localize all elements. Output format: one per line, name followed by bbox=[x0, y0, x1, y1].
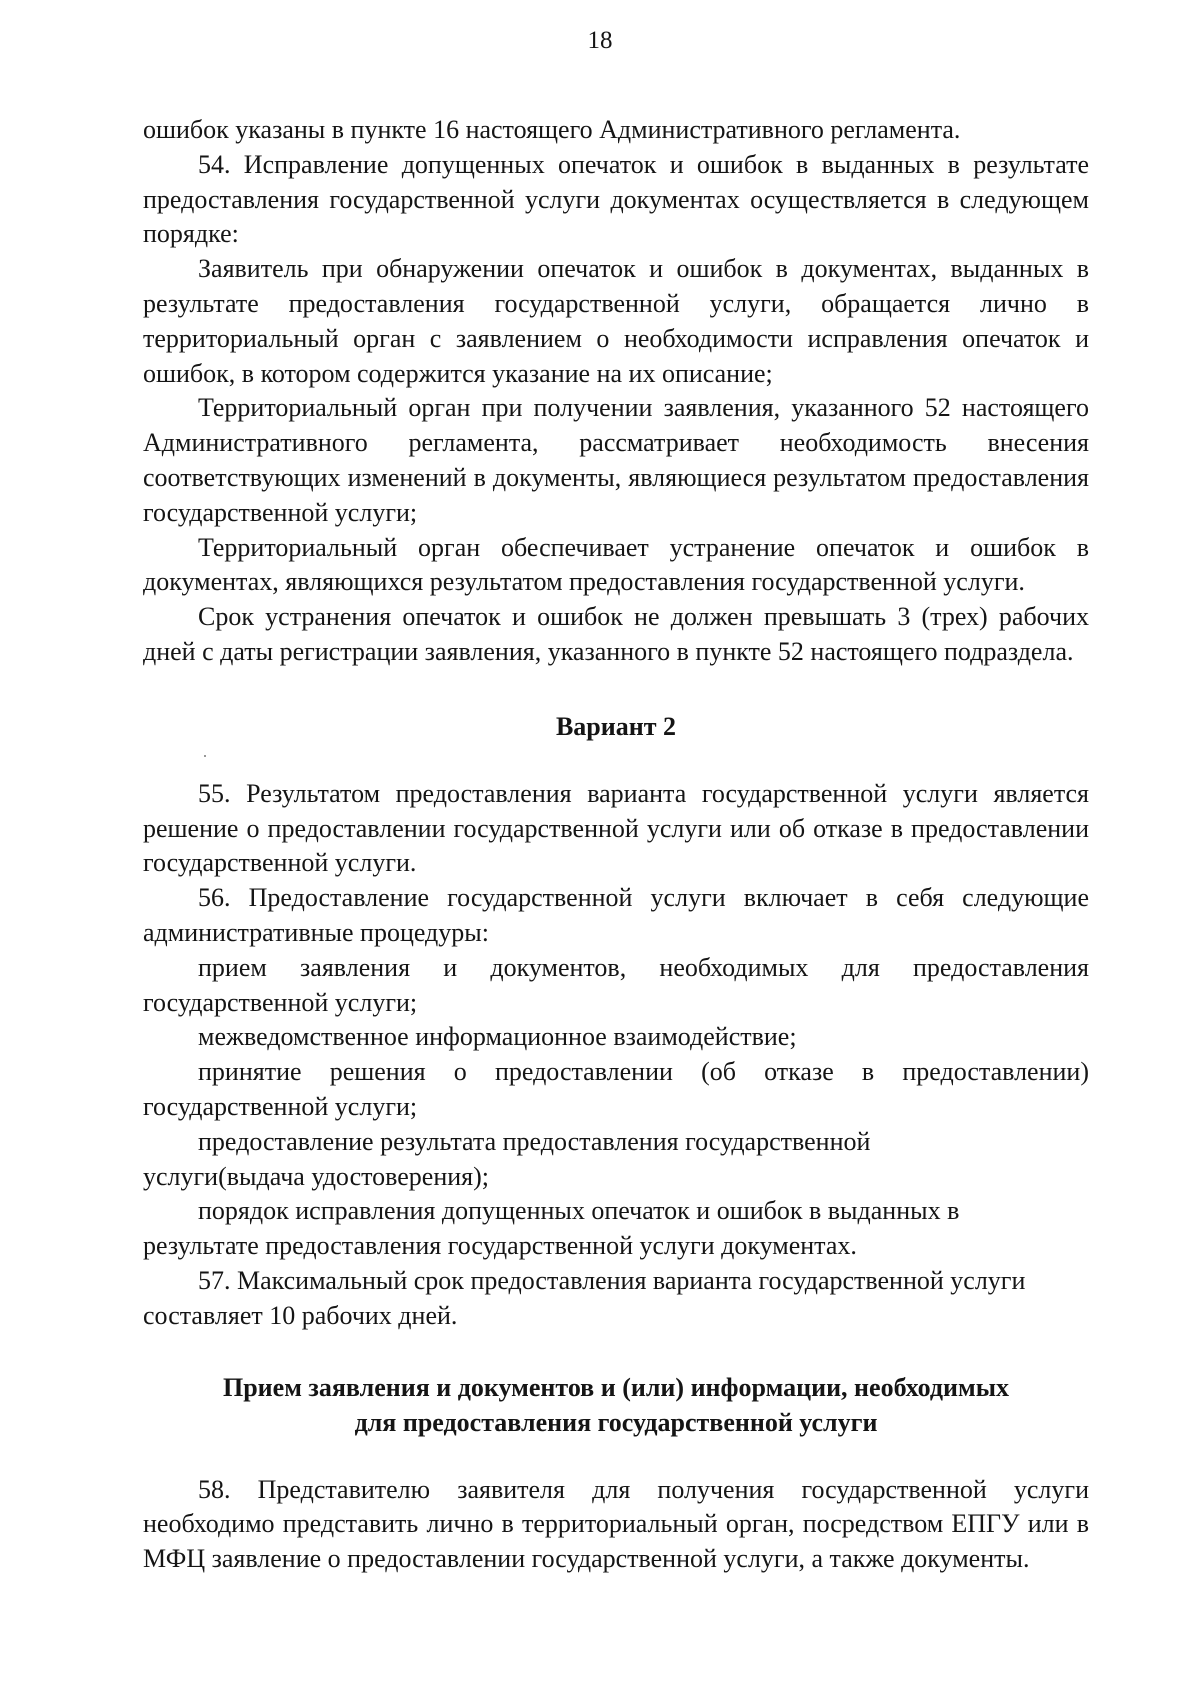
page-number: 18 bbox=[587, 27, 613, 54]
variant-heading: Вариант 2 bbox=[555, 711, 677, 741]
paragraph-56-item-5: порядок исправления допущенных опечаток и ошибок в выданных в результате предоставления государственной услуги документах. bbox=[143, 1196, 960, 1261]
section-heading-line-2: для предоставления государственной услуги bbox=[354, 1407, 878, 1437]
paragraph-54-step-3: Территориальный орган обеспечивает устранение опечаток и ошибок в документах, являющихся результатом предоставления государственной услуги. bbox=[143, 532, 1089, 597]
section-heading-block bbox=[143, 1370, 1089, 1440]
document-body bbox=[143, 113, 1089, 1577]
paragraph-intro: ошибок указаны в пункте 16 настоящего Административного регламента. bbox=[143, 115, 961, 144]
paragraph-54-step-1: Заявитель при обнаружении опечаток и ошибок в документах, выданных в результате предоставления государственной услуги, обращается лично в территориальный орган с заявлением о необходимости исправления опечаток и ошибок, в котором содержится указание на их описание; bbox=[143, 254, 1089, 388]
paragraph-56-item-2: межведомственное информационное взаимодействие; bbox=[198, 1022, 797, 1052]
paragraph-56-item-4-line-1: предоставление результата предоставления государственной bbox=[198, 1126, 871, 1156]
section-heading-line-1: Прием заявления и документов и (или) информации, необходимых bbox=[222, 1372, 1009, 1402]
paragraph-56-item-3: принятие решения о предоставлении (об отказе в предоставлении) государственной услуги; bbox=[143, 1057, 1089, 1121]
paragraph-54: 54. Исправление допущенных опечаток и ошибок в выданных в результате предоставления государственной услуги документах осуществляется в следующем порядке: bbox=[143, 149, 1089, 249]
paragraph-56-item-1: прием заявления и документов, необходимых для предоставления государственной услуги; bbox=[143, 952, 1089, 1017]
paragraph-56-item-4-line-2: услуги(выдача удостоверения); bbox=[143, 1161, 490, 1191]
paragraph-58: 58. Представителю заявителя для получения государственной услуги необходимо представить лично в территориальный орган, посредством ЕПГУ или в МФЦ заявление о предоставлении государственной услуги, а также документы. bbox=[143, 1474, 1089, 1574]
paragraph-54-step-2: Территориальный орган при получении заявления, указанного 52 настоящего Административного регламента, рассматривает необходимость внесения соответствующих изменений в документы, являющиеся результатом предоставления государственной услуги; bbox=[143, 393, 1089, 527]
variant-heading-block bbox=[143, 709, 1089, 744]
paragraph-57: 57. Максимальный срок предоставления варианта государственной услуги составляет 10 рабочих дней. bbox=[143, 1265, 1026, 1330]
paragraph-55: 55. Результатом предоставления варианта государственной услуги является решение о предоставлении государственной услуги или об отказе в предоставлении государственной услуги. bbox=[143, 778, 1089, 878]
paragraph-56: 56. Предоставление государственной услуги включает в себя следующие административные процедуры: bbox=[143, 883, 1089, 947]
scan-speck bbox=[204, 755, 206, 757]
paragraph-54-deadline: Срок устранения опечаток и ошибок не должен превышать 3 (трех) рабочих дней с даты регистрации заявления, указанного в пункте 52 настоящего подраздела. bbox=[143, 602, 1089, 666]
